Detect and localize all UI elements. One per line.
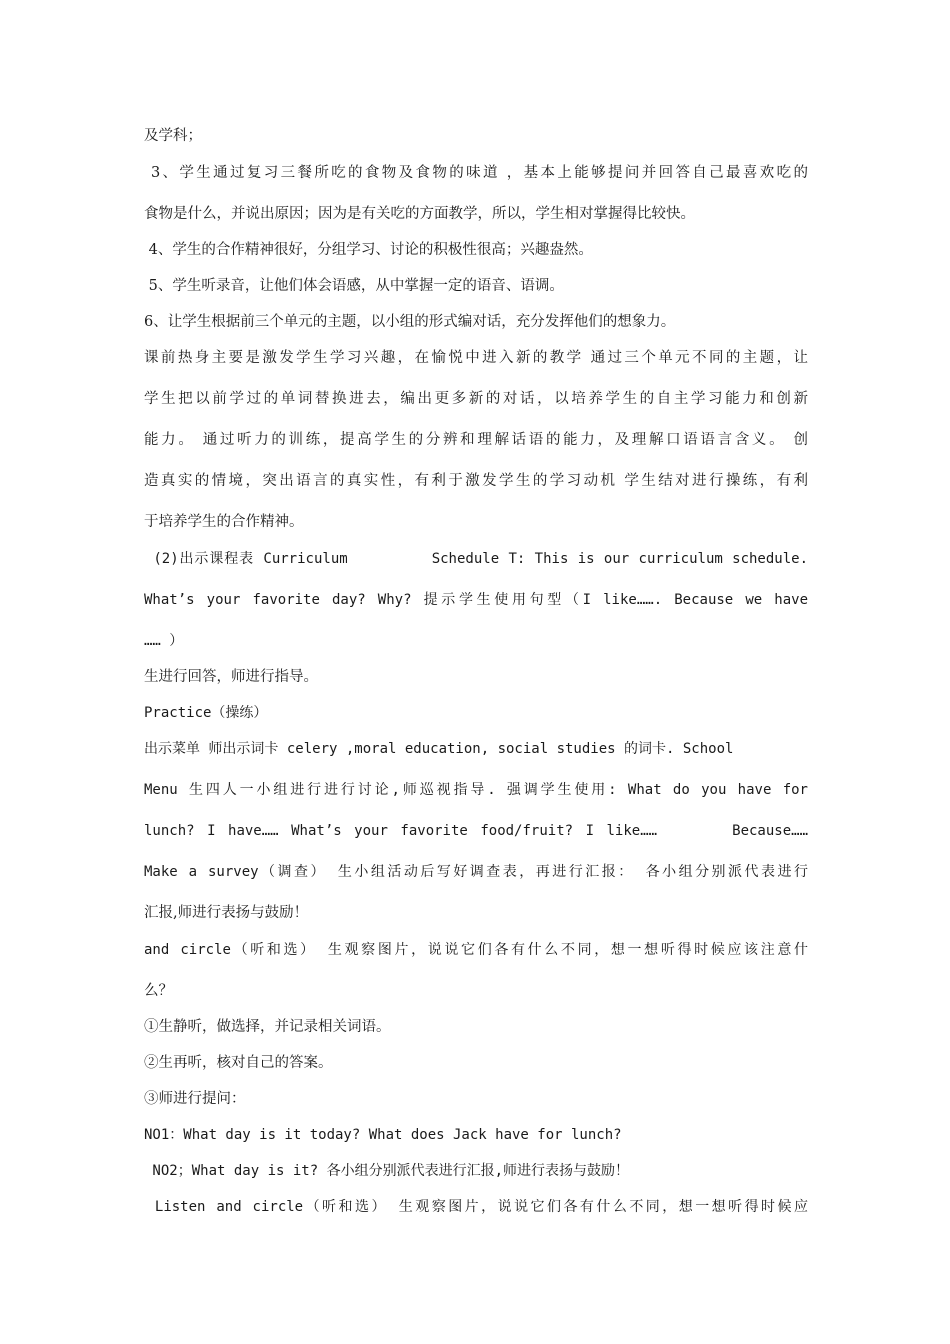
text-line: 么？: [144, 983, 173, 999]
text-line: 及学科；: [144, 128, 202, 144]
text-line: (2)出示课程表 Curriculum Schedule T: This is our curriculum schedule.: [144, 551, 808, 567]
text-line: 造真实的情境，突出语言的真实性，有利于激发学生的学习动机 学生结对进行操练，有利: [144, 473, 808, 489]
text-line: Make a survey（调查） 生小组活动后写好调查表，再进行汇报： 各小组分别派代表进行: [144, 864, 808, 880]
text-line: …… ）: [144, 633, 184, 649]
text-line: 食物是什么，并说出原因；因为是有关吃的方面教学，所以，学生相对掌握得比较快。: [144, 206, 695, 222]
text-line: What’s your favorite day? Why? 提示学生使用句型（I like……. Because we have: [144, 592, 808, 608]
text-line: and circle（听和选） 生观察图片，说说它们各有什么不同，想一想听得时候应该注意什: [144, 942, 808, 958]
text-line: 于培养学生的合作精神。: [144, 514, 304, 530]
text-line: 出示菜单 师出示词卡 celery ,moral education, social studies 的词卡. School: [144, 741, 734, 757]
text-line: 4、学生的合作精神很好，分组学习、讨论的积极性很高；兴趣盎然。: [144, 242, 593, 258]
text-line: 3、学生通过复习三餐所吃的食物及食物的味道 ，基本上能够提问并回答自己最喜欢吃的: [144, 165, 808, 181]
text-line: 学生把以前学过的单词替换进去，编出更多新的对话，以培养学生的自主学习能力和创新: [144, 391, 808, 407]
text-line: 生进行回答，师进行指导。: [144, 669, 318, 685]
text-line: ③师进行提问：: [144, 1091, 246, 1107]
text-line: Practice（操练）: [144, 705, 268, 721]
text-line: 汇报,师进行表扬与鼓励！: [144, 905, 309, 921]
text-line: ①生静听，做选择，并记录相关词语。: [144, 1019, 391, 1035]
text-line: Listen and circle（听和选） 生观察图片，说说它们各有什么不同，想一想听得时候应: [144, 1199, 808, 1215]
text-line: 5、学生听录音，让他们体会语感，从中掌握一定的语音、语调。: [144, 278, 564, 294]
text-line: NO2；What day is it? 各小组分别派代表进行汇报,师进行表扬与鼓励！: [144, 1163, 630, 1179]
text-line: NO1：What day is it today? What does Jack have for lunch?: [144, 1127, 622, 1143]
text-line: Menu 生四人一小组进行进行讨论,师巡视指导. 强调学生使用: What do you have for: [144, 782, 808, 798]
text-line: 课前热身主要是激发学生学习兴趣，在愉悦中进入新的教学 通过三个单元不同的主题，让: [144, 350, 808, 366]
text-line: 6、让学生根据前三个单元的主题，以小组的形式编对话，充分发挥他们的想象力。: [144, 314, 676, 330]
text-line: ②生再听，核对自己的答案。: [144, 1055, 333, 1071]
text-line: lunch? I have…… What’s your favorite food/fruit? I like…… Because……: [144, 823, 808, 839]
text-line: 能力。 通过听力的训练，提高学生的分辨和理解话语的能力，及理解口语语言含义。 创: [144, 432, 808, 448]
